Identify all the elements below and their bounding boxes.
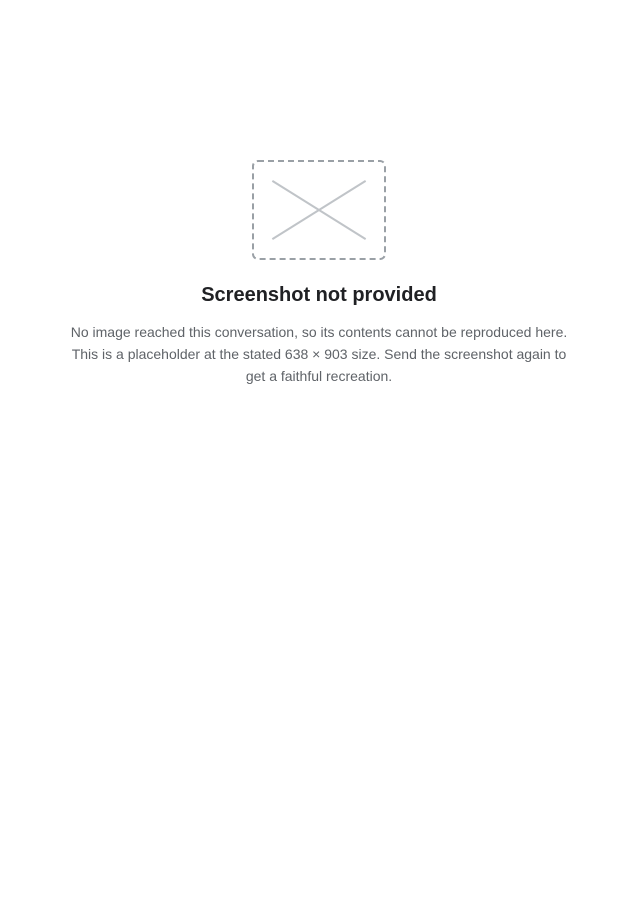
missing-image-icon — [252, 160, 386, 260]
missing-image-notice — [40, 160, 598, 387]
notice-message: No image reached this conversation, so its contents cannot be reproduced here. This is a placeholder at the stated 638 × 903 size. Send the screenshot again to get a faithful recreation. — [70, 324, 568, 384]
notice-title: Screenshot not provided — [201, 284, 437, 306]
